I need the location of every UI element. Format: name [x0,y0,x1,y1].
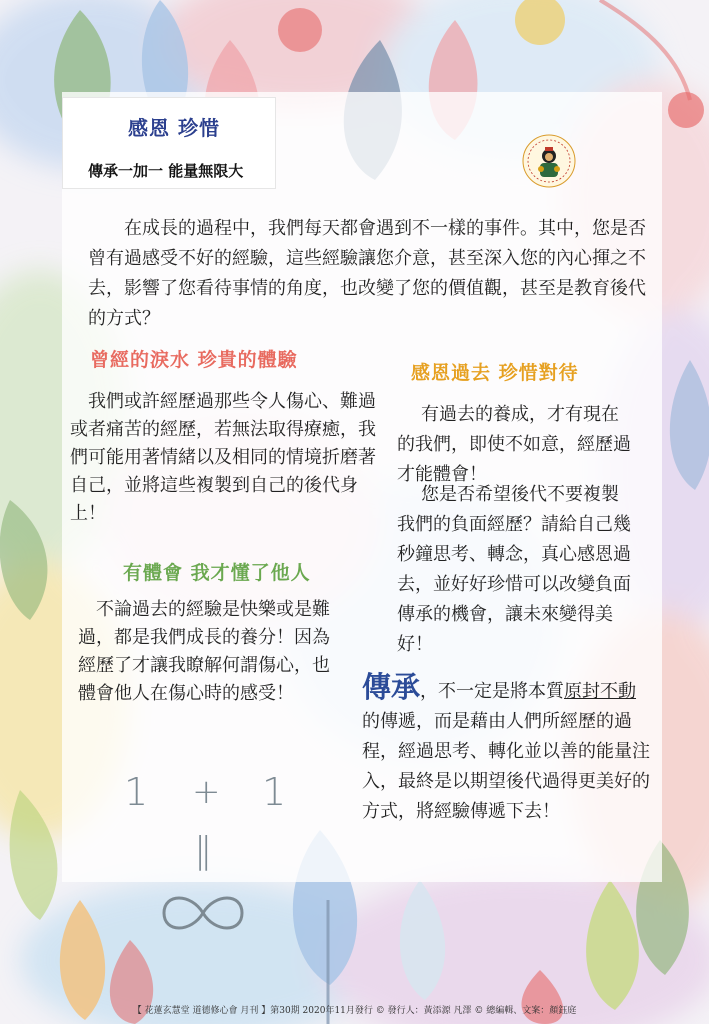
section-body-gratitude-2 [397,480,635,660]
infinity-icon [156,888,250,938]
closing-paragraph [362,672,652,827]
footer-publication-info: 【 花蓮玄慧堂 道德修心會 月刊 】第30期 2020年11月發行 © 發行人：黃添源 凡澤 © 總編輯、文案：顏鈺庭 [132,1006,577,1016]
section-heading-gratitude: 感恩過去 珍惜對待 [411,362,579,384]
closing-text-a: ，不一定是將本質 [420,681,565,702]
equation-one-right: 1 [262,770,287,814]
section-body-understand-text: 不論過去的經驗是快樂或是難過，都是我們成長的養分！因為經歷了才讓我瞭解何謂傷心，也體會他人在傷心時的感受！ [78,599,330,704]
equation-equals: || [194,830,207,871]
section-body-tears-text: 我們或許經歷過那些令人傷心、難過或者痛苦的經歷，若無法取得療癒，我們可能用著情緒以及相同的情境折磨著自己，並將這些複製到自己的後代身上！ [70,391,376,524]
page-subtitle: 傳承一加一 能量無限大 [88,162,244,180]
closing-text-b: 的傳遞，而是藉由人們所經歷的過程，經過思考、轉化並以善的能量注入，最終是以期望後代過得更美好的方式，將經驗傳遞下去！ [362,711,650,822]
section-body-gratitude-2-text: 您是否希望後代不要複製我們的負面經歷？請給自己幾秒鐘思考、轉念，真心感恩過去，並好好珍惜可以改變負面傳承的機會，讓未來變得美好！ [397,484,631,655]
intro-paragraph [88,214,648,334]
equation-one-left: 1 [124,770,149,814]
closing-underlined-text: 原封不動 [564,681,637,702]
section-heading-understand: 有體會 我才懂了他人 [123,562,311,584]
section-body-understand [78,596,338,708]
temple-logo [521,133,577,189]
section-body-gratitude-1-text: 有過去的養成，才有現在的我們，即使不如意，經歷過才能體會！ [397,404,631,485]
section-body-tears [70,388,392,528]
equation-plus: + [192,772,221,812]
intro-text: 在成長的過程中，我們每天都會遇到不一樣的事件。其中，您是否曾有過感受不好的經驗，這些經驗讓您介意，甚至深入您的內心揮之不去，影響了您看待事情的角度，也改變了您的價值觀，甚至是教育後代的方式？ [88,218,646,329]
closing-highlight-word: 傳承 [362,670,421,704]
page-title: 感恩 珍惜 [128,116,220,140]
section-body-gratitude-1 [397,400,635,490]
section-heading-tears: 曾經的淚水 珍貴的體驗 [90,349,298,371]
